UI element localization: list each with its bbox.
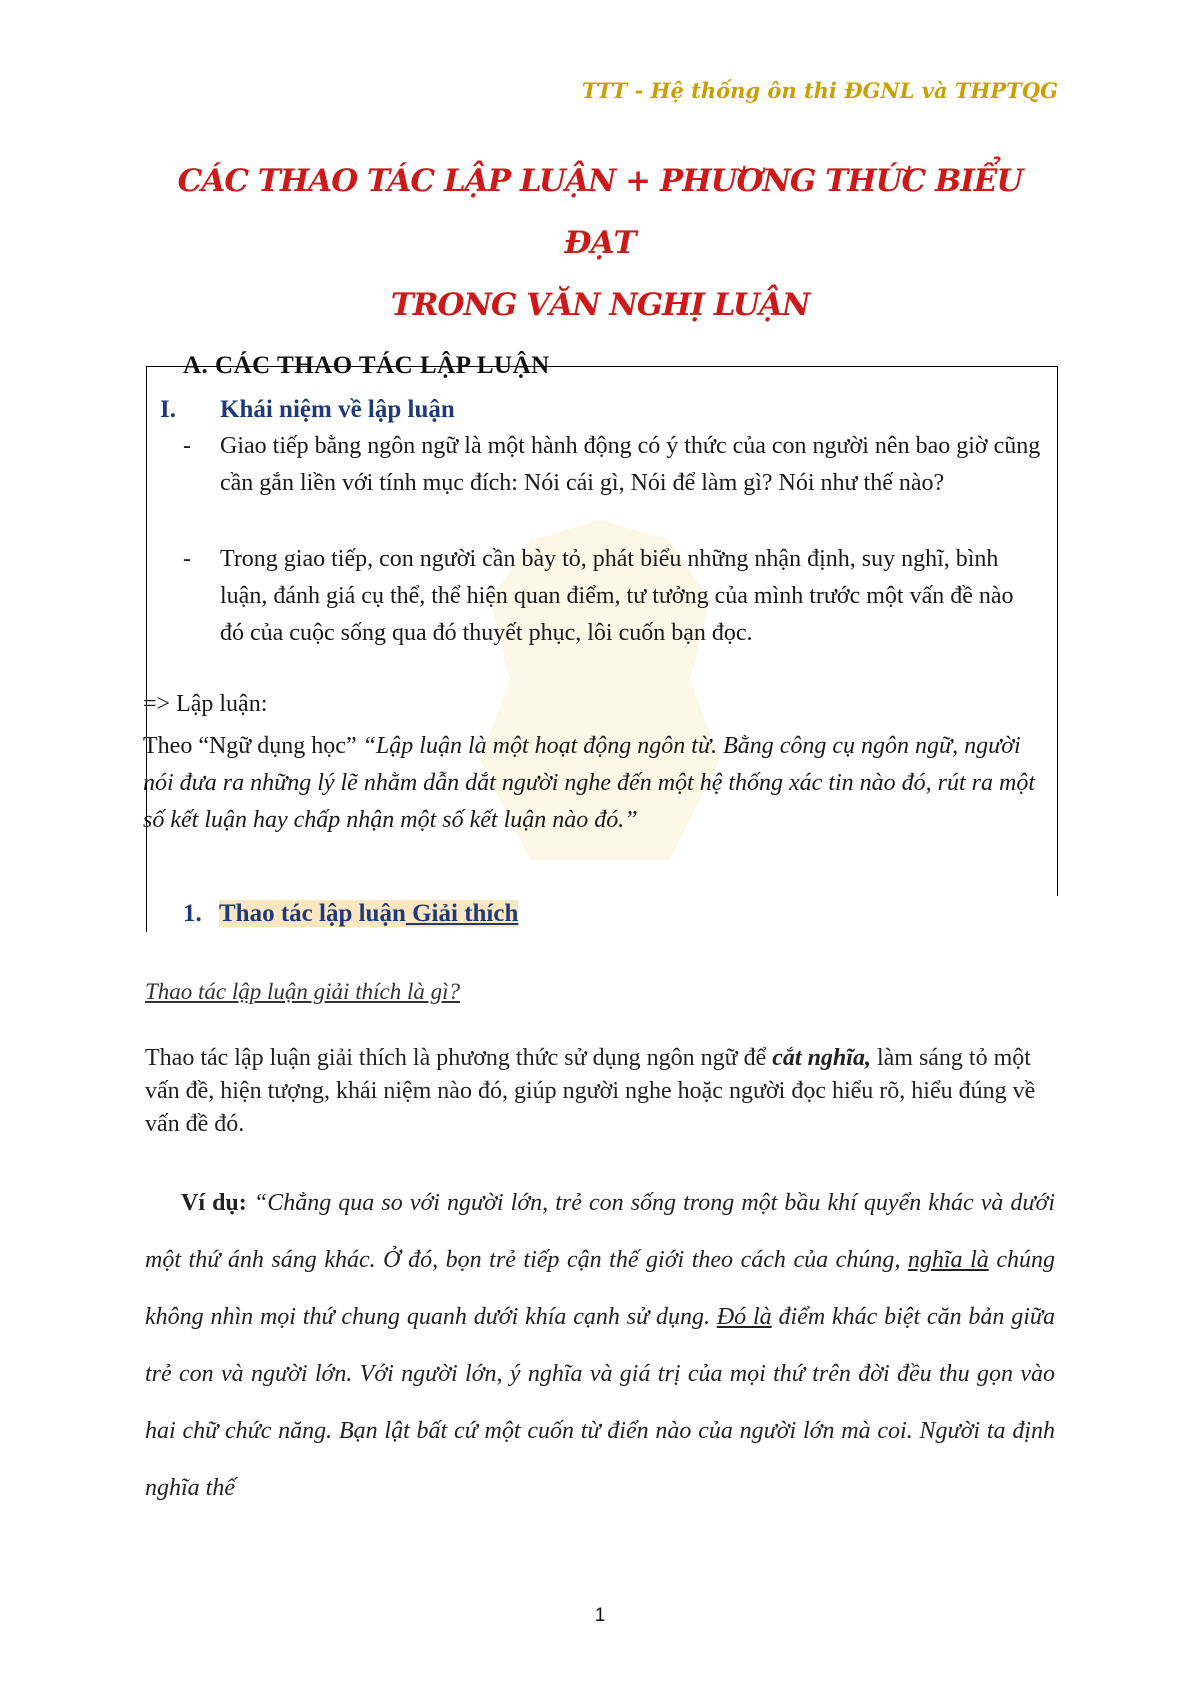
bullet-text: Giao tiếp bằng ngôn ngữ là một hành động có ý thức của con người nên bao giờ cũng cần gắn liền với tính mục đích: Nói cái gì, Nói để làm gì? Nói như thế nào?	[220, 433, 1041, 496]
subsection-heading	[183, 900, 518, 928]
document-title	[140, 150, 1060, 336]
definition-paragraph	[145, 1042, 1055, 1141]
concept-number: I.	[160, 396, 176, 423]
definition-text-2: làm sáng tỏ một vấn đề, hiện tượng, khái niệm nào đó, giúp người nghe hoặc người đọc hiểu rõ, hiểu đúng về vấn đề đó.	[145, 1045, 1036, 1137]
example-text-3: điểm khác biệt căn bản giữa trẻ con và người lớn. Với người lớn, ý nghĩa và giá trị của mọi thứ trên đời đều thu gọn vào hai chữ chức năng. Bạn lật bất cứ một cuốn từ điển nào của người lớn mà coi. Người ta định nghĩa thế	[145, 1304, 1056, 1501]
subsection-number: 1.	[183, 900, 202, 927]
bullet-item	[183, 428, 1043, 502]
bullet-dash: -	[183, 546, 191, 572]
title-line-2: TRONG VĂN NGHỊ LUẬN	[390, 287, 810, 323]
title-line-1: CÁC THAO TÁC LẬP LUẬN + PHƯƠNG THỨC BIỂU ĐẠT	[177, 163, 1023, 261]
example-paragraph	[145, 1175, 1055, 1517]
section-a-heading: A. CÁC THAO TÁC LẬP LUẬN	[183, 352, 550, 379]
example-text-2: chúng không nhìn mọi thứ chung quanh dưới khía cạnh sử dụng.	[145, 1247, 1056, 1330]
subsection-title-b: Giải thích	[405, 900, 519, 927]
header-note: TTT - Hệ thống ôn thi ĐGNL và THPTQG	[581, 78, 1058, 103]
bullet-text: Trong giao tiếp, con người cần bày tỏ, phát biểu những nhận định, suy nghĩ, bình luận, đánh giá cụ thể, thể hiện quan điểm, tư tưởng của mình trước một vấn đề nào đó của cuộc sống qua đó thuyết phục, lôi cuốn bạn đọc.	[220, 546, 1014, 646]
concept-heading	[160, 396, 455, 424]
bullet-item	[183, 541, 1043, 652]
definition-quote	[143, 728, 1053, 839]
example-text-1: “Chẳng qua so với người lớn, trẻ con sống trong một bầu khí quyển khác và dưới một thứ ánh sáng khác. Ở đó, bọn trẻ tiếp cận thế giới theo cách của chúng,	[145, 1190, 1055, 1273]
definition-keyword: cắt nghĩa,	[772, 1045, 871, 1071]
conclusion-label: => Lập luận:	[143, 691, 268, 717]
box-border-right	[1057, 366, 1058, 896]
example-lead: Ví dụ:	[181, 1190, 247, 1216]
box-border-left	[146, 366, 147, 932]
subsection-title	[219, 900, 518, 927]
quote-source: Theo “Ngữ dụng học”	[143, 733, 357, 759]
example-underlined-2: Đó là	[716, 1304, 772, 1330]
example-underlined-1: nghĩa là	[907, 1247, 989, 1273]
concept-title: Khái niệm về lập luận	[220, 396, 455, 423]
quote-text: “Lập luận là một hoạt động ngôn từ. Bằng công cụ ngôn ngữ, người nói đưa ra những lý lẽ nhằm dẫn dắt người nghe đến một hệ thống xác tin nào đó, rút ra một số kết luận hay chấp nhận một số kết luận nào đó.”	[143, 733, 1036, 833]
page-number: 1	[594, 1605, 606, 1626]
definition-text-1: Thao tác lập luận giải thích là phương thức sử dụng ngôn ngữ để	[145, 1045, 773, 1071]
question-line: Thao tác lập luận giải thích là gì?	[145, 979, 460, 1004]
subsection-title-a: Thao tác lập luận	[219, 900, 406, 927]
bullet-dash: -	[183, 433, 191, 459]
